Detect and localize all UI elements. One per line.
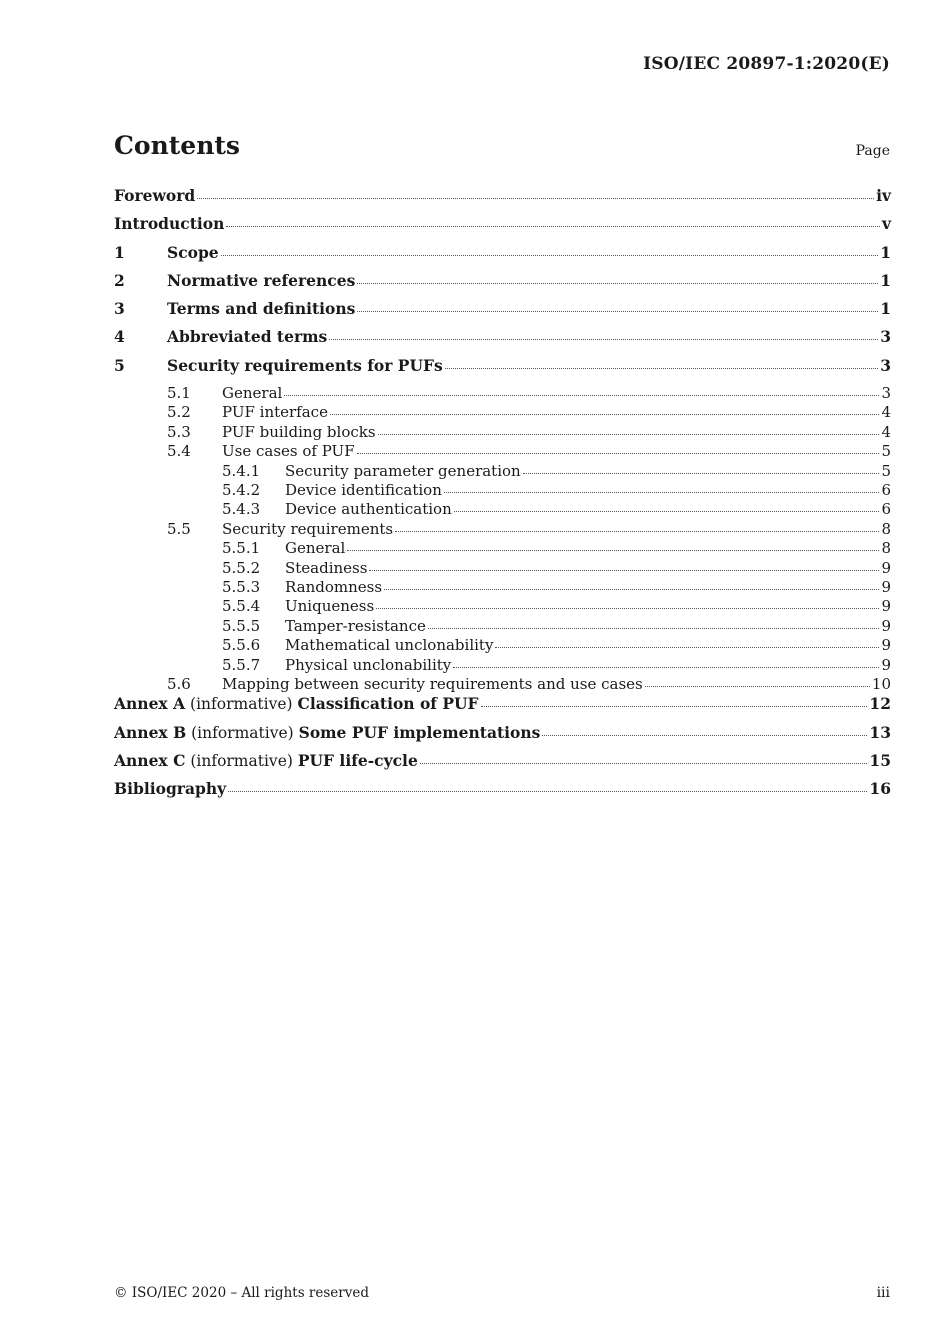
toc-entry[interactable] <box>114 520 891 539</box>
annex-title: Classification of PUF <box>297 694 479 714</box>
toc-entry-page: 4 <box>881 403 891 422</box>
document-id: ISO/IEC 20897-1:2020(E) <box>643 54 890 74</box>
toc-entry-title: Mapping between security requirements and use cases <box>222 674 643 693</box>
toc-entry-title: Uniqueness <box>285 597 375 616</box>
toc-entry-page: 9 <box>881 616 891 635</box>
toc-entry[interactable] <box>114 694 891 722</box>
toc-entry-title: Security requirements for PUFs <box>167 355 443 375</box>
toc-entry-title: Security parameter generation <box>285 461 521 480</box>
toc-entry[interactable] <box>114 186 891 214</box>
toc-entry-page: 8 <box>881 539 891 558</box>
dot-leader <box>645 685 870 687</box>
toc-entry-page: v <box>881 214 891 234</box>
annex-label: Annex A <box>114 694 186 714</box>
dot-leader <box>369 569 879 571</box>
toc-entry-title: Device authentication <box>285 500 452 519</box>
dot-leader <box>330 413 880 415</box>
toc-entry-number: 5.5.5 <box>222 616 261 635</box>
annex-kind: (informative) <box>191 723 294 742</box>
footer-copyright: © ISO/IEC 2020 – All rights reserved <box>114 1285 369 1301</box>
toc-entry[interactable] <box>114 356 891 384</box>
toc-entry-number: 5.5.4 <box>222 597 261 616</box>
toc-entry[interactable] <box>114 299 891 327</box>
toc-entry-page: 3 <box>880 355 891 375</box>
toc-entry-page: 1 <box>880 270 891 290</box>
toc-entry-page: iv <box>876 186 891 205</box>
dot-leader <box>542 734 867 736</box>
toc-entry-page: 1 <box>880 299 891 319</box>
toc-entry-page: 9 <box>881 655 891 674</box>
contents-heading: Contents <box>114 131 241 160</box>
toc-entry-number: 5 <box>114 355 125 375</box>
toc-entry[interactable] <box>114 384 891 403</box>
toc-entry-number: 5.5.6 <box>222 636 261 655</box>
toc-entry[interactable] <box>114 214 891 242</box>
dot-leader <box>445 367 878 369</box>
toc-entry-page: 5 <box>881 442 891 461</box>
toc-entry[interactable] <box>114 327 891 355</box>
dot-leader <box>197 197 874 199</box>
table-of-contents <box>114 186 891 808</box>
toc-entry-title: Device identification <box>285 481 442 500</box>
toc-entry[interactable] <box>114 636 891 655</box>
toc-entry-title <box>114 723 540 743</box>
toc-entry-page: 3 <box>881 384 891 403</box>
toc-entry[interactable] <box>114 675 891 694</box>
annex-label: Annex C <box>114 750 186 770</box>
toc-entry-number: 5.5.2 <box>222 558 261 577</box>
dot-leader <box>453 666 879 668</box>
toc-entry-number: 5.4.3 <box>222 500 261 519</box>
toc-entry[interactable] <box>114 500 891 519</box>
annex-title: Some PUF implementations <box>298 722 541 742</box>
toc-entry-number: 5.4.2 <box>222 481 261 500</box>
toc-entry-page: 9 <box>881 636 891 655</box>
toc-entry-number: 5.4 <box>167 442 191 461</box>
toc-entry-page: 10 <box>871 674 891 693</box>
dot-leader <box>420 762 868 764</box>
toc-entry-title: Security requirements <box>222 519 394 538</box>
toc-entry[interactable] <box>114 442 891 461</box>
annex-label: Annex B <box>114 722 187 742</box>
toc-entry-title: Foreword <box>114 186 196 205</box>
dot-leader <box>357 282 878 284</box>
toc-entry-number: 5.6 <box>167 674 191 693</box>
dot-leader <box>395 530 879 532</box>
toc-entry-title <box>114 751 418 771</box>
toc-entry-page: 15 <box>869 750 891 770</box>
toc-entry-page: 6 <box>881 500 891 519</box>
toc-entry[interactable] <box>114 656 891 675</box>
toc-entry-title: Physical unclonability <box>285 655 452 674</box>
toc-entry-title <box>114 694 479 714</box>
toc-entry-title: Use cases of PUF <box>222 442 355 461</box>
toc-entry-title: General <box>285 539 346 558</box>
dot-leader <box>357 452 880 454</box>
toc-entry-page: 13 <box>869 722 891 742</box>
toc-entry[interactable] <box>114 751 891 779</box>
dot-leader <box>378 433 880 435</box>
toc-entry[interactable] <box>114 403 891 422</box>
toc-entry-title: Abbreviated terms <box>167 327 328 347</box>
toc-entry[interactable] <box>114 423 891 442</box>
toc-entry-number: 4 <box>114 327 125 347</box>
dot-leader <box>384 588 879 590</box>
toc-entry-page: 3 <box>880 327 891 347</box>
toc-entry-number: 2 <box>114 270 125 290</box>
dot-leader <box>444 491 880 493</box>
toc-entry-number: 5.5.7 <box>222 655 261 674</box>
dot-leader <box>495 646 879 648</box>
toc-entry-page: 8 <box>881 519 891 538</box>
toc-entry[interactable] <box>114 779 891 807</box>
toc-entry[interactable] <box>114 539 891 558</box>
toc-entry[interactable] <box>114 597 891 616</box>
toc-entry-number: 5.3 <box>167 422 191 441</box>
toc-entry-number: 5.5 <box>167 519 191 538</box>
dot-leader <box>376 607 879 609</box>
toc-entry[interactable] <box>114 481 891 500</box>
toc-entry-number: 5.2 <box>167 403 191 422</box>
toc-entry-title: Tamper-resistance <box>285 616 426 635</box>
toc-entry-title: Bibliography <box>114 779 227 799</box>
toc-entry-title: Scope <box>167 242 219 262</box>
toc-entry[interactable] <box>114 271 891 299</box>
toc-entry-page: 1 <box>880 242 891 262</box>
toc-entry[interactable] <box>114 462 891 481</box>
dot-leader <box>428 627 880 629</box>
toc-entry-title: Terms and definitions <box>167 299 356 319</box>
dot-leader <box>481 705 868 707</box>
dot-leader <box>221 254 879 256</box>
toc-entry-page: 9 <box>881 577 891 596</box>
toc-entry-title: PUF building blocks <box>222 422 376 441</box>
toc-entry-number: 5.5.1 <box>222 539 261 558</box>
dot-leader <box>284 394 879 396</box>
toc-entry-page: 9 <box>881 558 891 577</box>
toc-entry-page: 5 <box>881 461 891 480</box>
dot-leader <box>523 472 880 474</box>
dot-leader <box>454 510 880 512</box>
toc-entry[interactable] <box>114 243 891 271</box>
toc-entry-number: 5.5.3 <box>222 577 261 596</box>
toc-entry-title: PUF interface <box>222 403 328 422</box>
toc-entry-page: 16 <box>869 779 891 799</box>
toc-entry-title: General <box>222 384 283 403</box>
toc-entry-title: Steadiness <box>285 558 368 577</box>
toc-entry-number: 3 <box>114 299 125 319</box>
toc-entry-number: 5.1 <box>167 384 191 403</box>
page-column-label: Page <box>855 143 890 159</box>
dot-leader <box>228 790 867 792</box>
toc-entry-number: 1 <box>114 242 125 262</box>
annex-kind: (informative) <box>190 751 293 770</box>
dot-leader <box>226 225 880 227</box>
toc-entry-page: 4 <box>881 422 891 441</box>
toc-entry-number: 5.4.1 <box>222 461 261 480</box>
toc-entry[interactable] <box>114 723 891 751</box>
annex-kind: (informative) <box>190 695 293 714</box>
toc-entry-title: Randomness <box>285 577 383 596</box>
annex-title: PUF life-cycle <box>297 750 418 770</box>
dot-leader <box>329 338 878 340</box>
toc-entry[interactable] <box>114 578 891 597</box>
toc-entry-title: Introduction <box>114 214 225 234</box>
toc-entry-title: Normative references <box>167 270 356 290</box>
toc-entry-page: 12 <box>869 694 891 714</box>
toc-entry-page: 6 <box>881 481 891 500</box>
toc-entry[interactable] <box>114 617 891 636</box>
footer-page-number: iii <box>876 1285 890 1301</box>
toc-entry-title: Mathematical unclonability <box>285 636 494 655</box>
toc-entry[interactable] <box>114 559 891 578</box>
dot-leader <box>347 549 879 551</box>
dot-leader <box>357 310 878 312</box>
toc-entry-page: 9 <box>881 597 891 616</box>
